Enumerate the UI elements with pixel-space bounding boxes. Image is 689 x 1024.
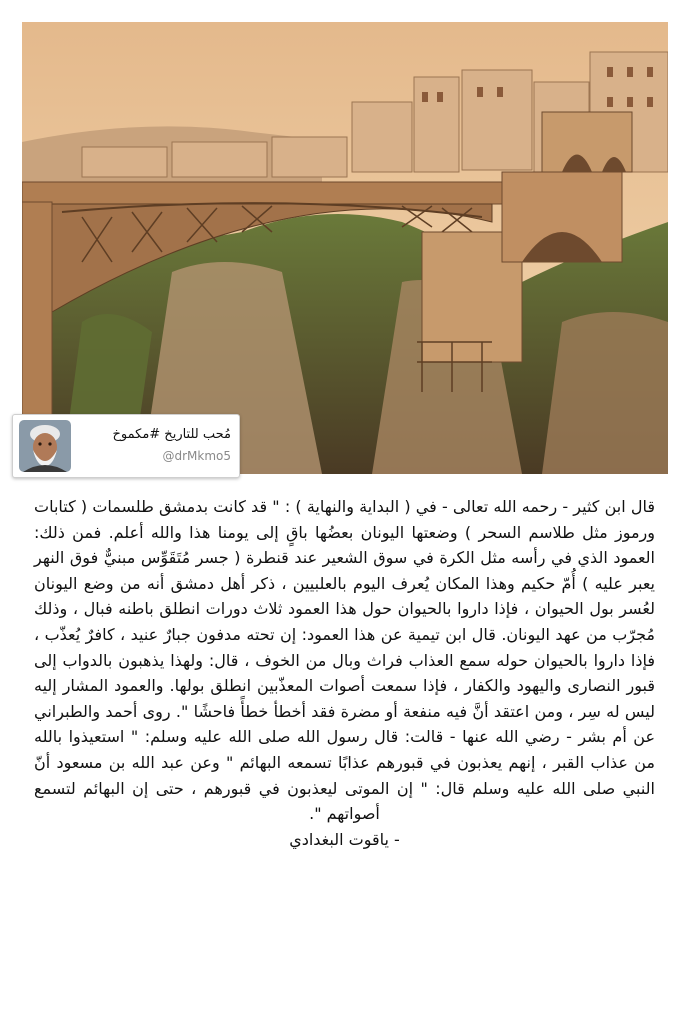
post-signature: - ياقوت البغدادي <box>289 829 400 849</box>
author-handle[interactable]: @drMkmo5 <box>162 449 231 463</box>
post-text <box>34 494 655 852</box>
elderly-man-avatar-icon[interactable] <box>19 420 71 472</box>
post-paragraph: قال ابن كثير - رحمه الله تعالى - في ( البداية والنهاية ) : " قد كانت بدمشق طلسمات ( كتابات ورموز مثل طلاسم السحر ) وضعتها اليونان بعضُها باقٍ إلى يومنا هذا والله أعلم. فمن ذلك: العمود الذي في رأسه مثل الكرة في سوق الشعير عند قنطرة ( جسر مُتَقَوِّس مبنيٌّ فوق النهر يعبر عليه ) أُمّ حكيم وهذا المكان يُعرف اليوم بالعلبيين ، ذكر أهل دمشق أنه من وضع اليونان لعُسر بول الحيوان ، فإذا داروا بالحيوان حول هذا العمود ثلاث دورات انطلق باطنه فبال ، وذلك مُجرّب من عهد اليونان. قال ابن تيمية عن هذا العمود: إن تحته مدفون جبارٌ عنيد ، كافرٌ يُعذّب ، فإذا داروا بالحيوان حوله سمع العذاب فراث وبال من الخوف ، قال: ولهذا يذهبون بالدواب إلى قبور النصارى واليهود والكفار ، فإذا سمعت أصوات المعذّبين انطلق بولها. والعمود المشار إليه ليس له سِر ، ومن اعتقد أنَّ فيه منفعة أو مضرة فقد أخطأ خطأً فاحشًا ". روى أحمد والطبراني عن أم بشر - رضي الله عنها - قالت: قال رسول الله صلى الله عليه وسلم: " استعيذوا بالله من عذاب القبر ، إنهم يعذبون في قبورهم عذابًا تسمعه البهائم " وعن عبد الله بن مسعود أنّ النبي صلى الله عليه وسلم قال: " إن الموتى ليعذبون في قبورهم ، حتى إن البهائم لتسمع أصواتهم ". <box>34 497 655 824</box>
bridge-photo-illustration <box>22 22 668 474</box>
author-card[interactable] <box>12 414 240 478</box>
bridge-photo <box>22 22 668 474</box>
author-name[interactable]: مُحب للتاريخ #مكموخ <box>112 427 231 442</box>
